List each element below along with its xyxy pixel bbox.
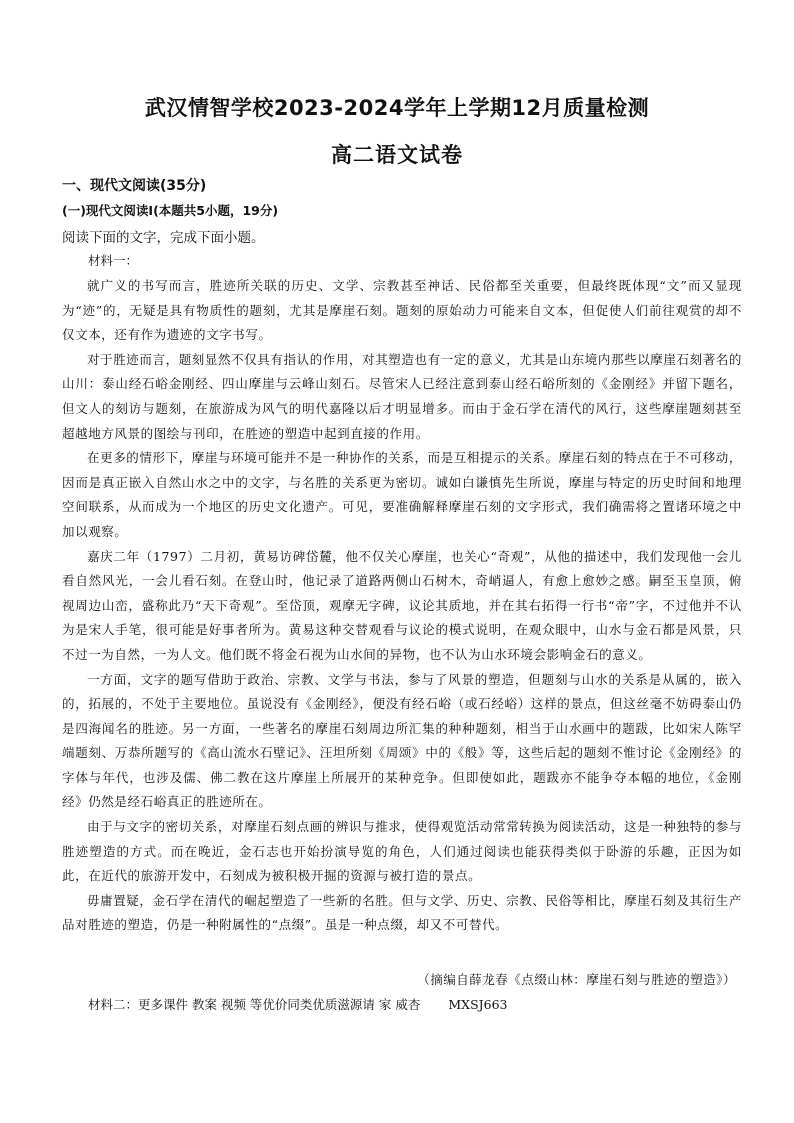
paragraph: 嘉庆二年（1797）二月初，黄易访碑岱麓，他不仅关心摩崖，也关心“奇观”，从他的描述中，我们发现他一会儿看自然风光，一会儿看石刻。在登山时，他记录了道路两侧山石树木，奇峭逼人，有愈上愈妙之感。嗣至玉皇顶，俯视周边山峦，盛称此乃“天下奇观”。至岱顶，观摩无字碑，议论其质地，并在其右拓得一行书“帝”字，不过他并不认为是宋人手笔，很可能是好事者所为。黄易这种交替观看与议论的模式说明，在观众眼中，山水与金石都是风景，只不过一为自然，一为人文。他们既不将金石视为山水间的异物，也不认为山水环境会影响金石的意义。	[62, 548, 742, 662]
subsection-heading: (一)现代文阅读Ⅰ(本题共5小题，19分)	[62, 203, 279, 218]
paragraph: 对于胜迹而言，题刻显然不仅具有指认的作用，对其塑造也有一定的意义，尤其是山东境内那些以摩崖石刻著名的山川：泰山经石峪金刚经、四山摩崖与云峰山刻石。尽管宋人已经注意到泰山经石峪所刻的《金刚经》并留下题名，但文人的刻访与题刻，在旅游成为风气的明代嘉隆以后才明显增多。而由于金石学在清代的风行，这些摩崖题刻甚至超越地方风景的图绘与刊印，在胜迹的塑造中起到直接的作用。	[62, 351, 743, 441]
material-one-label: 材料一：	[88, 253, 139, 268]
paragraph: 毋庸置疑，金石学在清代的崛起塑造了一些新的名胜。但与文学、历史、宗教、民俗等相比，摩崖石刻及其衍生产品对胜迹的塑造，仍是一种附属性的“点缀”。虽是一种点缀，却又不可替代。	[62, 892, 743, 933]
paragraph: 由于与文字的密切关系，对摩崖石刻点画的辨识与推求，使得观览活动常常转换为阅读活动，这是一种独特的参与胜迹塑造的方式。而在晚近，金石志也开始扮演导览的角色，人们通过阅读也能获得类似于卧游的乐趣，正因为如此，在近代的旅游开发中，石刻成为被积极开掘的资源与被打造的景点。	[62, 819, 743, 884]
source-citation: （摘编自薛龙春《点缀山林：摩崖石刻与胜迹的塑造》）	[417, 972, 736, 987]
section-heading: 一、现代文阅读(35分)	[62, 178, 207, 194]
material-two-label: 材料二：更多课件 教案 视频 等优价同类优质滋源请 家 威杏	[88, 997, 421, 1012]
watermark-code: MXSJ663	[448, 997, 508, 1012]
paragraph: 就广义的书写而言，胜迹所关联的历史、文学、宗教甚至神话、民俗都至关重要，但最终既体现“文”而又显现为“迹”的，无疑是具有物质性的题刻，尤其是摩崖石刻。题刻的原始动力可能来自文本，但促使人们前往观赏的却不仅文本，还有作为遗迹的文字书写。	[62, 278, 742, 343]
exam-title: 武汉情智学校2023-2024学年上学期12月质量检测	[144, 96, 650, 120]
reading-instruction: 阅读下面的文字，完成下面小题。	[62, 230, 265, 246]
passage-body	[62, 274, 742, 938]
paragraph: 一方面，文字的题写借助于政治、宗教、文学与书法，参与了风景的塑造，但题刻与山水的关系是从属的，嵌入的，拓展的，不处于主要地位。虽说没有《金刚经》，便没有经石峪（或石经峪）这样的景点，但这丝毫不妨碍泰山仍是四海闻名的胜迹。另一方面，一些著名的摩崖石刻周边所汇集的种种题刻，相当于山水画中的题跋，比如宋人陈罕端题刻、万恭所题写的《高山流水石壁记》、汪坦所刻《周颂》中的《般》等，这些后起的题刻不惟讨论《金刚经》的字体与年代，也涉及儒、佛二教在这片摩崖上所展开的某种竞争。但即使如此，题跋亦不能争夺本幅的地位，《金刚经》仍然是经石峪真正的胜迹所在。	[62, 671, 742, 810]
paragraph: 在更多的情形下，摩崖与环境可能并不是一种协作的关系，而是互相提示的关系。摩崖石刻的特点在于不可移动，因而是真正嵌入自然山水之中的文字，与名胜的关系更为密切。诚如白谦慎先生所说，摩崖与特定的历史时间和地理空间联系，从而成为一个地区的历史文化遗产。可见，要准确解释摩崖石刻的文字形式，我们确需将之置诸环境之中加以观察。	[62, 450, 743, 539]
material-two-line	[88, 995, 508, 1013]
exam-subtitle: 高二语文试卷	[331, 143, 463, 167]
